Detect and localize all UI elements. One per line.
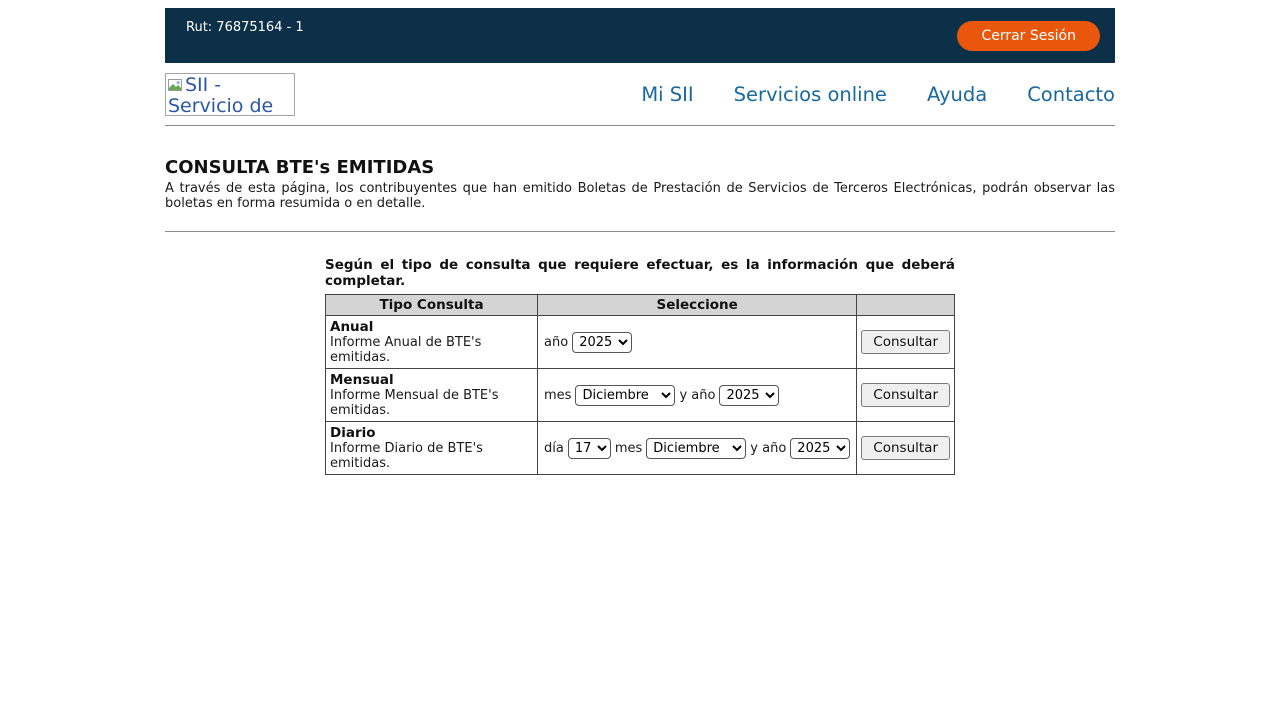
diario-tipo-cell [326, 422, 538, 475]
site-header [165, 63, 1115, 125]
nav-item-ayuda[interactable]: Ayuda [926, 82, 988, 106]
diario-day-select[interactable] [568, 438, 611, 459]
diario-description: Informe Diario de BTE's emitidas. [330, 441, 483, 471]
header-seleccione: Seleccione [538, 295, 857, 316]
rut-label: Rut: 76875164 - 1 [186, 20, 304, 35]
section-divider [165, 231, 1115, 232]
table-row-mensual [326, 369, 955, 422]
diario-title: Diario [330, 425, 376, 441]
anual-select-cell [538, 316, 857, 369]
mensual-tipo-cell [326, 369, 538, 422]
sii-logo[interactable] [165, 73, 295, 116]
anual-action-cell [857, 316, 955, 369]
nav-item-contacto[interactable]: Contacto [1027, 82, 1115, 106]
page-description: A través de esta página, los contribuyentes que han emitido Boletas de Prestación de Servicios de Terceros Electrónicas, podrán observar las boletas en forma resumida o en detalle. [165, 181, 1115, 211]
mensual-action-cell [857, 369, 955, 422]
nav-item-servicios-online[interactable]: Servicios online [733, 82, 887, 106]
consulta-table [325, 294, 955, 475]
nav-item-mi-sii[interactable]: Mi SII [641, 82, 694, 106]
logout-button[interactable]: Cerrar Sesión [957, 21, 1100, 51]
page-title: CONSULTA BTE's EMITIDAS [165, 157, 435, 178]
diario-year-label: y año [750, 440, 787, 456]
anual-consultar-button[interactable]: Consultar [861, 330, 950, 354]
table-row-anual [326, 316, 955, 369]
mensual-title: Mensual [330, 372, 394, 388]
table-row-diario [326, 422, 955, 475]
mensual-month-select[interactable] [575, 385, 675, 406]
broken-image-icon [168, 79, 184, 93]
anual-description: Informe Anual de BTE's emitidas. [330, 335, 482, 365]
mensual-month-label: mes [544, 387, 572, 403]
mensual-description: Informe Mensual de BTE's emitidas. [330, 388, 499, 418]
session-topbar [165, 8, 1115, 63]
mensual-consultar-button[interactable]: Consultar [861, 383, 950, 407]
page-container [165, 8, 1115, 475]
main-nav [641, 83, 1115, 106]
diario-month-select[interactable] [646, 438, 746, 459]
anual-tipo-cell [326, 316, 538, 369]
anual-year-select[interactable] [572, 332, 632, 353]
diario-select-cell [538, 422, 857, 475]
instruction-text: Según el tipo de consulta que requiere efectuar, es la información que deberá completar. [325, 257, 955, 289]
diario-consultar-button[interactable]: Consultar [861, 436, 950, 460]
mensual-select-cell [538, 369, 857, 422]
consulta-section [325, 258, 955, 475]
table-header-row [326, 295, 955, 316]
diario-action-cell [857, 422, 955, 475]
header-tipo-consulta: Tipo Consulta [326, 295, 538, 316]
header-action [857, 295, 955, 316]
anual-title: Anual [330, 319, 374, 335]
anual-year-label: año [544, 334, 569, 350]
sii-logo-alt-text: SII - Servicio de [168, 73, 274, 116]
diario-day-label: día [544, 440, 564, 456]
header-divider [165, 125, 1115, 126]
diario-year-select[interactable] [790, 438, 850, 459]
diario-month-label: mes [614, 440, 643, 456]
mensual-year-select[interactable] [719, 385, 779, 406]
mensual-year-label: y año [679, 387, 716, 403]
